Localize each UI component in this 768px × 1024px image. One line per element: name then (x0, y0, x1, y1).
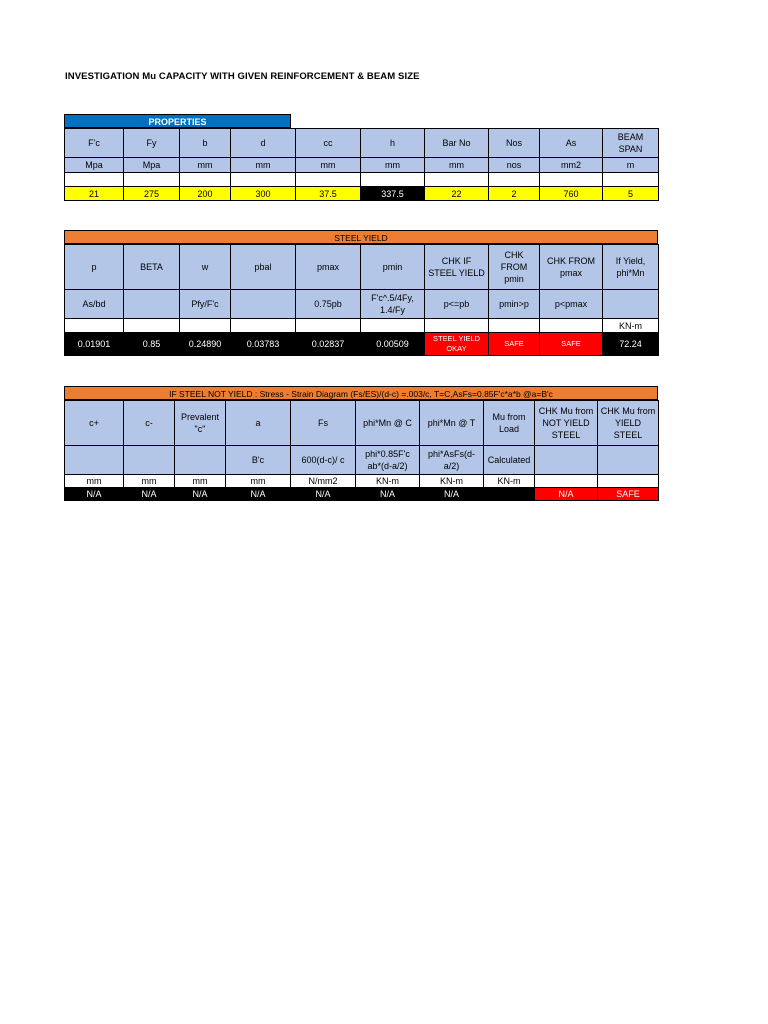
formula-cell[interactable] (598, 446, 659, 475)
unit-cell[interactable]: mm (65, 475, 124, 488)
unit-cell[interactable] (425, 319, 489, 333)
blank-cell[interactable] (180, 173, 231, 187)
header-cell: CHK Mu from YIELD STEEL (598, 401, 659, 446)
formula-cell[interactable]: 0.75pb (296, 290, 361, 319)
formula-cell[interactable] (124, 290, 180, 319)
header-cell: phi*Mn @ T (420, 401, 484, 446)
blank-cell[interactable] (540, 173, 603, 187)
header-cell: CHK IF STEEL YIELD (425, 245, 489, 290)
formula-cell[interactable]: phi*0.85F'c ab*(d-a/2) (356, 446, 420, 475)
blank-cell[interactable] (124, 173, 180, 187)
formula-cell[interactable] (535, 446, 598, 475)
unit-cell[interactable]: mm (361, 158, 425, 173)
properties-value-row (65, 187, 659, 201)
header-cell: p (65, 245, 124, 290)
blank-cell[interactable] (603, 173, 659, 187)
formula-cell[interactable] (175, 446, 226, 475)
unit-cell[interactable]: KN-m (356, 475, 420, 488)
header-cell: BEAM SPAN (603, 129, 659, 158)
blank-cell[interactable] (231, 173, 296, 187)
yield-check-status[interactable]: SAFE (598, 488, 659, 501)
formula-cell[interactable]: F'c^.5/4Fy, 1.4/Fy (361, 290, 425, 319)
properties-label: PROPERTIES (64, 114, 291, 128)
unit-cell[interactable]: Mpa (124, 158, 180, 173)
blank-cell[interactable] (361, 173, 425, 187)
unit-cell[interactable]: N/mm2 (291, 475, 356, 488)
header-cell: CHK Mu from NOT YIELD STEEL (535, 401, 598, 446)
value-cell[interactable]: N/A (124, 488, 175, 501)
value-cell[interactable]: 21 (65, 187, 124, 201)
blank-cell[interactable] (425, 173, 489, 187)
header-cell: BETA (124, 245, 180, 290)
unit-cell[interactable] (598, 475, 659, 488)
value-cell[interactable]: N/A (226, 488, 291, 501)
value-cell[interactable]: 2 (489, 187, 540, 201)
unit-cell[interactable]: mm (175, 475, 226, 488)
steel-yield-unit-row (65, 319, 659, 333)
header-cell: d (231, 129, 296, 158)
header-cell: Mu from Load (484, 401, 535, 446)
formula-cell[interactable]: phi*AsFs(d-a/2) (420, 446, 484, 475)
steel-yield-header-row (65, 245, 659, 290)
formula-cell[interactable]: p<=pb (425, 290, 489, 319)
unit-cell[interactable]: mm (425, 158, 489, 173)
unit-cell[interactable]: mm (296, 158, 361, 173)
unit-cell[interactable] (489, 319, 540, 333)
blank-cell[interactable] (489, 173, 540, 187)
formula-cell[interactable] (231, 290, 296, 319)
unit-cell[interactable]: mm (231, 158, 296, 173)
unit-cell[interactable]: KN-m (484, 475, 535, 488)
not-yield-header-row (65, 401, 659, 446)
header-cell: w (180, 245, 231, 290)
value-cell[interactable]: N/A (291, 488, 356, 501)
properties-table (64, 128, 659, 201)
header-cell: cc (296, 129, 361, 158)
value-cell[interactable]: 0.24890 (180, 333, 231, 356)
not-yield-value-row (65, 488, 659, 501)
header-cell: a (226, 401, 291, 446)
value-cell[interactable]: 0.00509 (361, 333, 425, 356)
formula-cell[interactable] (603, 290, 659, 319)
unit-cell[interactable] (180, 319, 231, 333)
not-yield-label: IF STEEL NOT YIELD : Stress - Strain Diagram (Fs/ES)/(d-c) =.003/c, T=C,AsFs=0.85F'c*a*b @a=B'c (64, 386, 658, 400)
pmin-check-status[interactable]: SAFE (489, 333, 540, 356)
value-cell[interactable]: N/A (420, 488, 484, 501)
unit-cell[interactable]: Mpa (65, 158, 124, 173)
properties-unit-row (65, 158, 659, 173)
unit-cell[interactable] (361, 319, 425, 333)
not-yield-formula-row (65, 446, 659, 475)
value-cell[interactable]: 5 (603, 187, 659, 201)
not-yield-table (64, 400, 659, 501)
unit-cell[interactable]: KN-m (603, 319, 659, 333)
value-cell-selected[interactable]: 337.5 (361, 187, 425, 201)
header-cell: pmax (296, 245, 361, 290)
steel-yield-formula-row (65, 290, 659, 319)
header-cell: If Yield, phi*Mn (603, 245, 659, 290)
yield-phi-mn-value[interactable]: 72.24 (603, 333, 659, 356)
header-cell: phi*Mn @ C (356, 401, 420, 446)
formula-cell[interactable] (124, 446, 175, 475)
pmax-check-status[interactable]: SAFE (540, 333, 603, 356)
unit-cell[interactable] (65, 319, 124, 333)
value-cell[interactable]: N/A (356, 488, 420, 501)
value-cell[interactable]: 22 (425, 187, 489, 201)
unit-cell[interactable] (231, 319, 296, 333)
unit-cell[interactable]: nos (489, 158, 540, 173)
header-cell: F'c (65, 129, 124, 158)
properties-header-row (65, 129, 659, 158)
unit-cell[interactable]: mm2 (540, 158, 603, 173)
value-cell[interactable]: 0.85 (124, 333, 180, 356)
header-cell: pbal (231, 245, 296, 290)
unit-cell[interactable]: KN-m (420, 475, 484, 488)
properties-blank-row (65, 173, 659, 187)
formula-cell[interactable]: B'c (226, 446, 291, 475)
formula-cell[interactable]: p<pmax (540, 290, 603, 319)
header-cell: Fs (291, 401, 356, 446)
header-cell: Fy (124, 129, 180, 158)
value-cell[interactable]: 275 (124, 187, 180, 201)
blank-cell[interactable] (296, 173, 361, 187)
header-cell: Bar No (425, 129, 489, 158)
value-cell[interactable]: 760 (540, 187, 603, 201)
value-cell[interactable]: N/A (175, 488, 226, 501)
header-cell: Nos (489, 129, 540, 158)
formula-cell[interactable]: Pfy/F'c (180, 290, 231, 319)
not-yield-check-status[interactable]: N/A (535, 488, 598, 501)
value-cell[interactable]: 0.03783 (231, 333, 296, 356)
header-cell: CHK FROM pmin (489, 245, 540, 290)
formula-cell[interactable]: As/bd (65, 290, 124, 319)
steel-yield-status[interactable]: STEEL YIELD OKAY (425, 333, 489, 356)
header-cell: h (361, 129, 425, 158)
not-yield-unit-row (65, 475, 659, 488)
header-cell: b (180, 129, 231, 158)
unit-cell[interactable]: mm (124, 475, 175, 488)
header-cell: c- (124, 401, 175, 446)
value-cell[interactable]: 37.5 (296, 187, 361, 201)
steel-yield-table (64, 244, 659, 356)
formula-cell[interactable]: 600(d-c)/ c (291, 446, 356, 475)
header-cell: As (540, 129, 603, 158)
header-cell: c+ (65, 401, 124, 446)
formula-cell[interactable]: Calculated (484, 446, 535, 475)
formula-cell[interactable]: pmin>p (489, 290, 540, 319)
unit-cell[interactable] (296, 319, 361, 333)
value-cell[interactable]: 200 (180, 187, 231, 201)
formula-cell[interactable] (65, 446, 124, 475)
value-cell[interactable]: N/A (65, 488, 124, 501)
value-cell[interactable]: 300 (231, 187, 296, 201)
header-cell: Prevalent "c" (175, 401, 226, 446)
unit-cell[interactable]: mm (226, 475, 291, 488)
unit-cell[interactable]: m (603, 158, 659, 173)
steel-yield-label: STEEL YIELD (64, 230, 658, 244)
page-title: INVESTIGATION Mu CAPACITY WITH GIVEN REINFORCEMENT & BEAM SIZE (65, 71, 420, 82)
value-cell[interactable]: 0.01901 (65, 333, 124, 356)
unit-cell[interactable] (540, 319, 603, 333)
header-cell: CHK FROM pmax (540, 245, 603, 290)
unit-cell[interactable] (535, 475, 598, 488)
mu-from-load-input[interactable] (484, 488, 535, 501)
unit-cell[interactable]: mm (180, 158, 231, 173)
header-cell: pmin (361, 245, 425, 290)
value-cell[interactable]: 0.02837 (296, 333, 361, 356)
steel-yield-value-row (65, 333, 659, 356)
unit-cell[interactable] (124, 319, 180, 333)
blank-cell[interactable] (65, 173, 124, 187)
